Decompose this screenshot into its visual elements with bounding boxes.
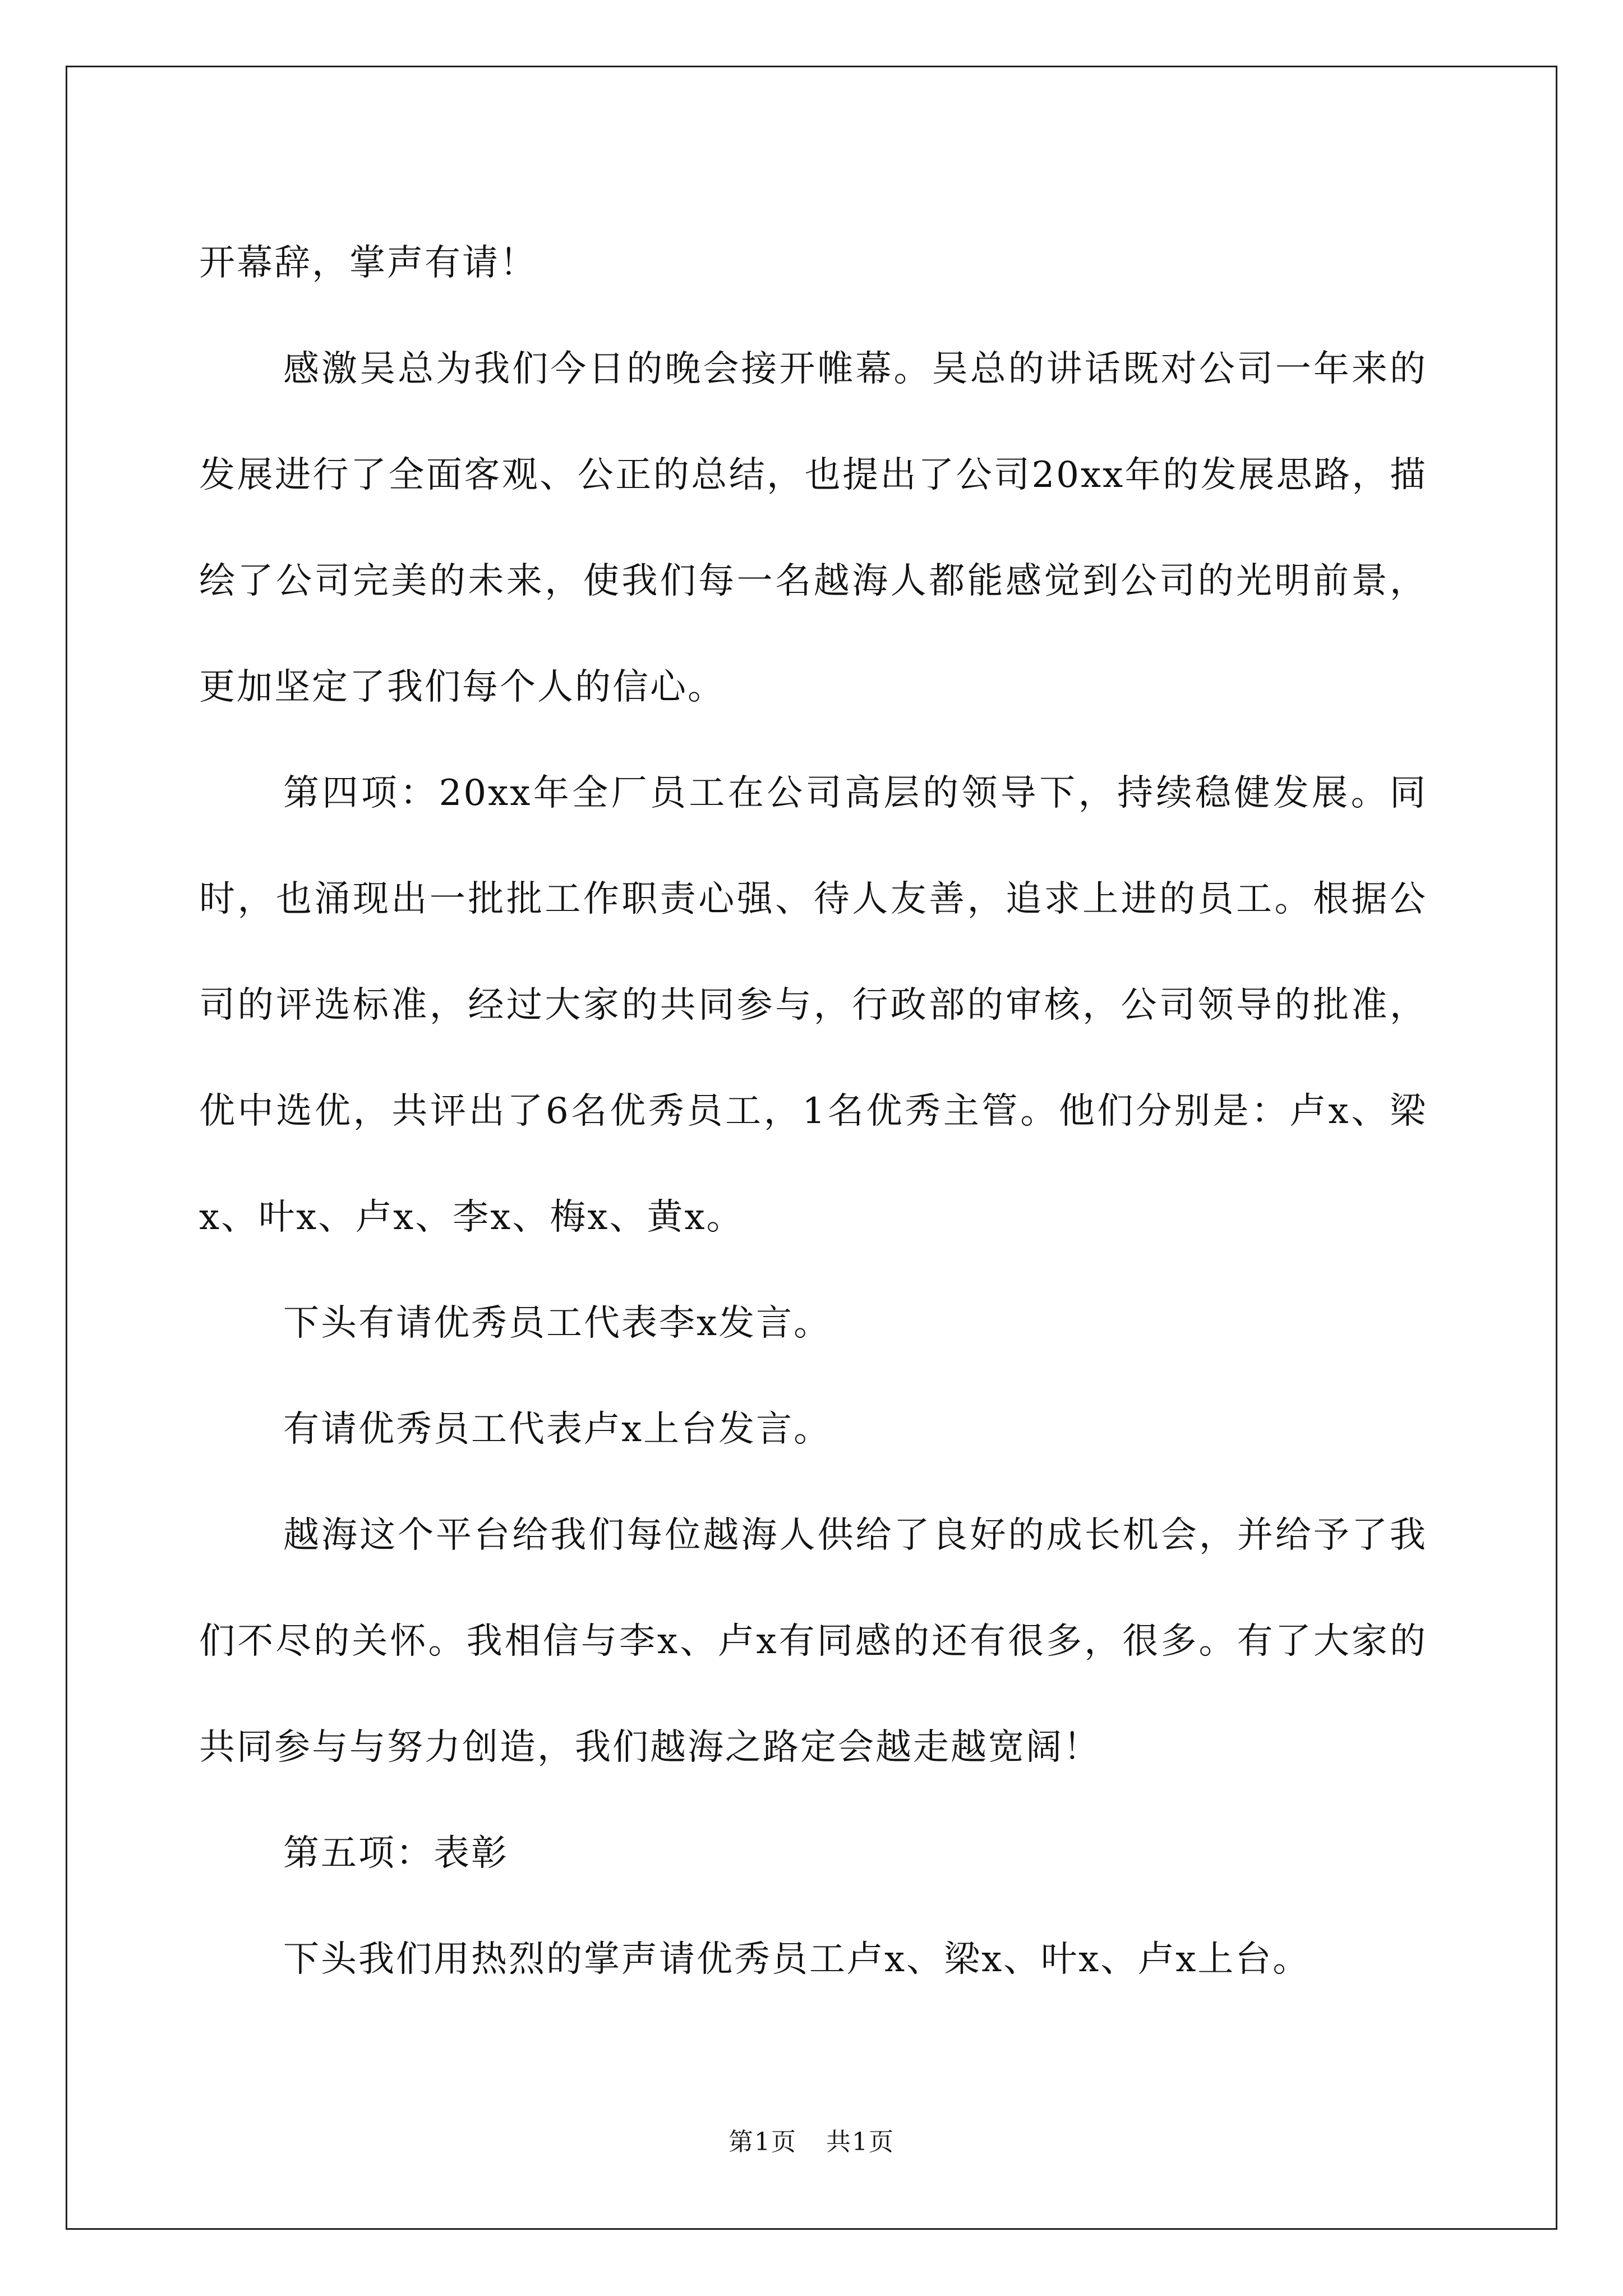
paragraph-invite-lu: 有请优秀员工代表卢x上台发言。 [283,1409,832,1450]
paragraph-thanks: 感激吴总为我们今日的晚会接开帷幕。吴总的讲话既对公司一年来的发展进行了全面客观、公正的总结，也提出了公司20xx年的发展思路，描绘了公司完美的未来，使我们每一名越海人都能感觉到公司的光明前景，更加坚定了我们每个人的信心。 [199,348,1427,708]
paragraph-platform: 越海这个平台给我们每位越海人供给了良好的成长机会，并给予了我们不尽的关怀。我相信与李x、卢x有同感的还有很多，很多。有了大家的共同参与与努力创造，我们越海之路定会越走越宽阔！ [199,1515,1427,1768]
page-total: 共1页 [826,2128,895,2156]
paragraph-item-four: 第四项：20xx年全厂员工在公司高层的领导下，持续稳健发展。同时，也涌现出一批批工作职责心强、待人友善，追求上进的员工。根据公司的评选标准，经过大家的共同参与，行政部的审核，公司领导的批准，优中选优，共评出了6名优秀员工，1名优秀主管。他们分别是：卢x、梁x、叶x、卢x、李x、梅x、黄x。 [199,772,1427,1238]
paragraph-commendation: 下头我们用热烈的掌声请优秀员工卢x、梁x、叶x、卢x上台。 [283,1939,1311,1980]
page-number: 第1页 [728,2128,797,2156]
document-body [199,210,1427,2013]
paragraph-item-five: 第五项：表彰 [283,1833,509,1874]
paragraph-opening: 开幕辞，掌声有请！ [199,242,537,284]
page-footer [0,2122,1623,2157]
paragraph-invite-li: 下头有请优秀员工代表李x发言。 [283,1303,832,1344]
